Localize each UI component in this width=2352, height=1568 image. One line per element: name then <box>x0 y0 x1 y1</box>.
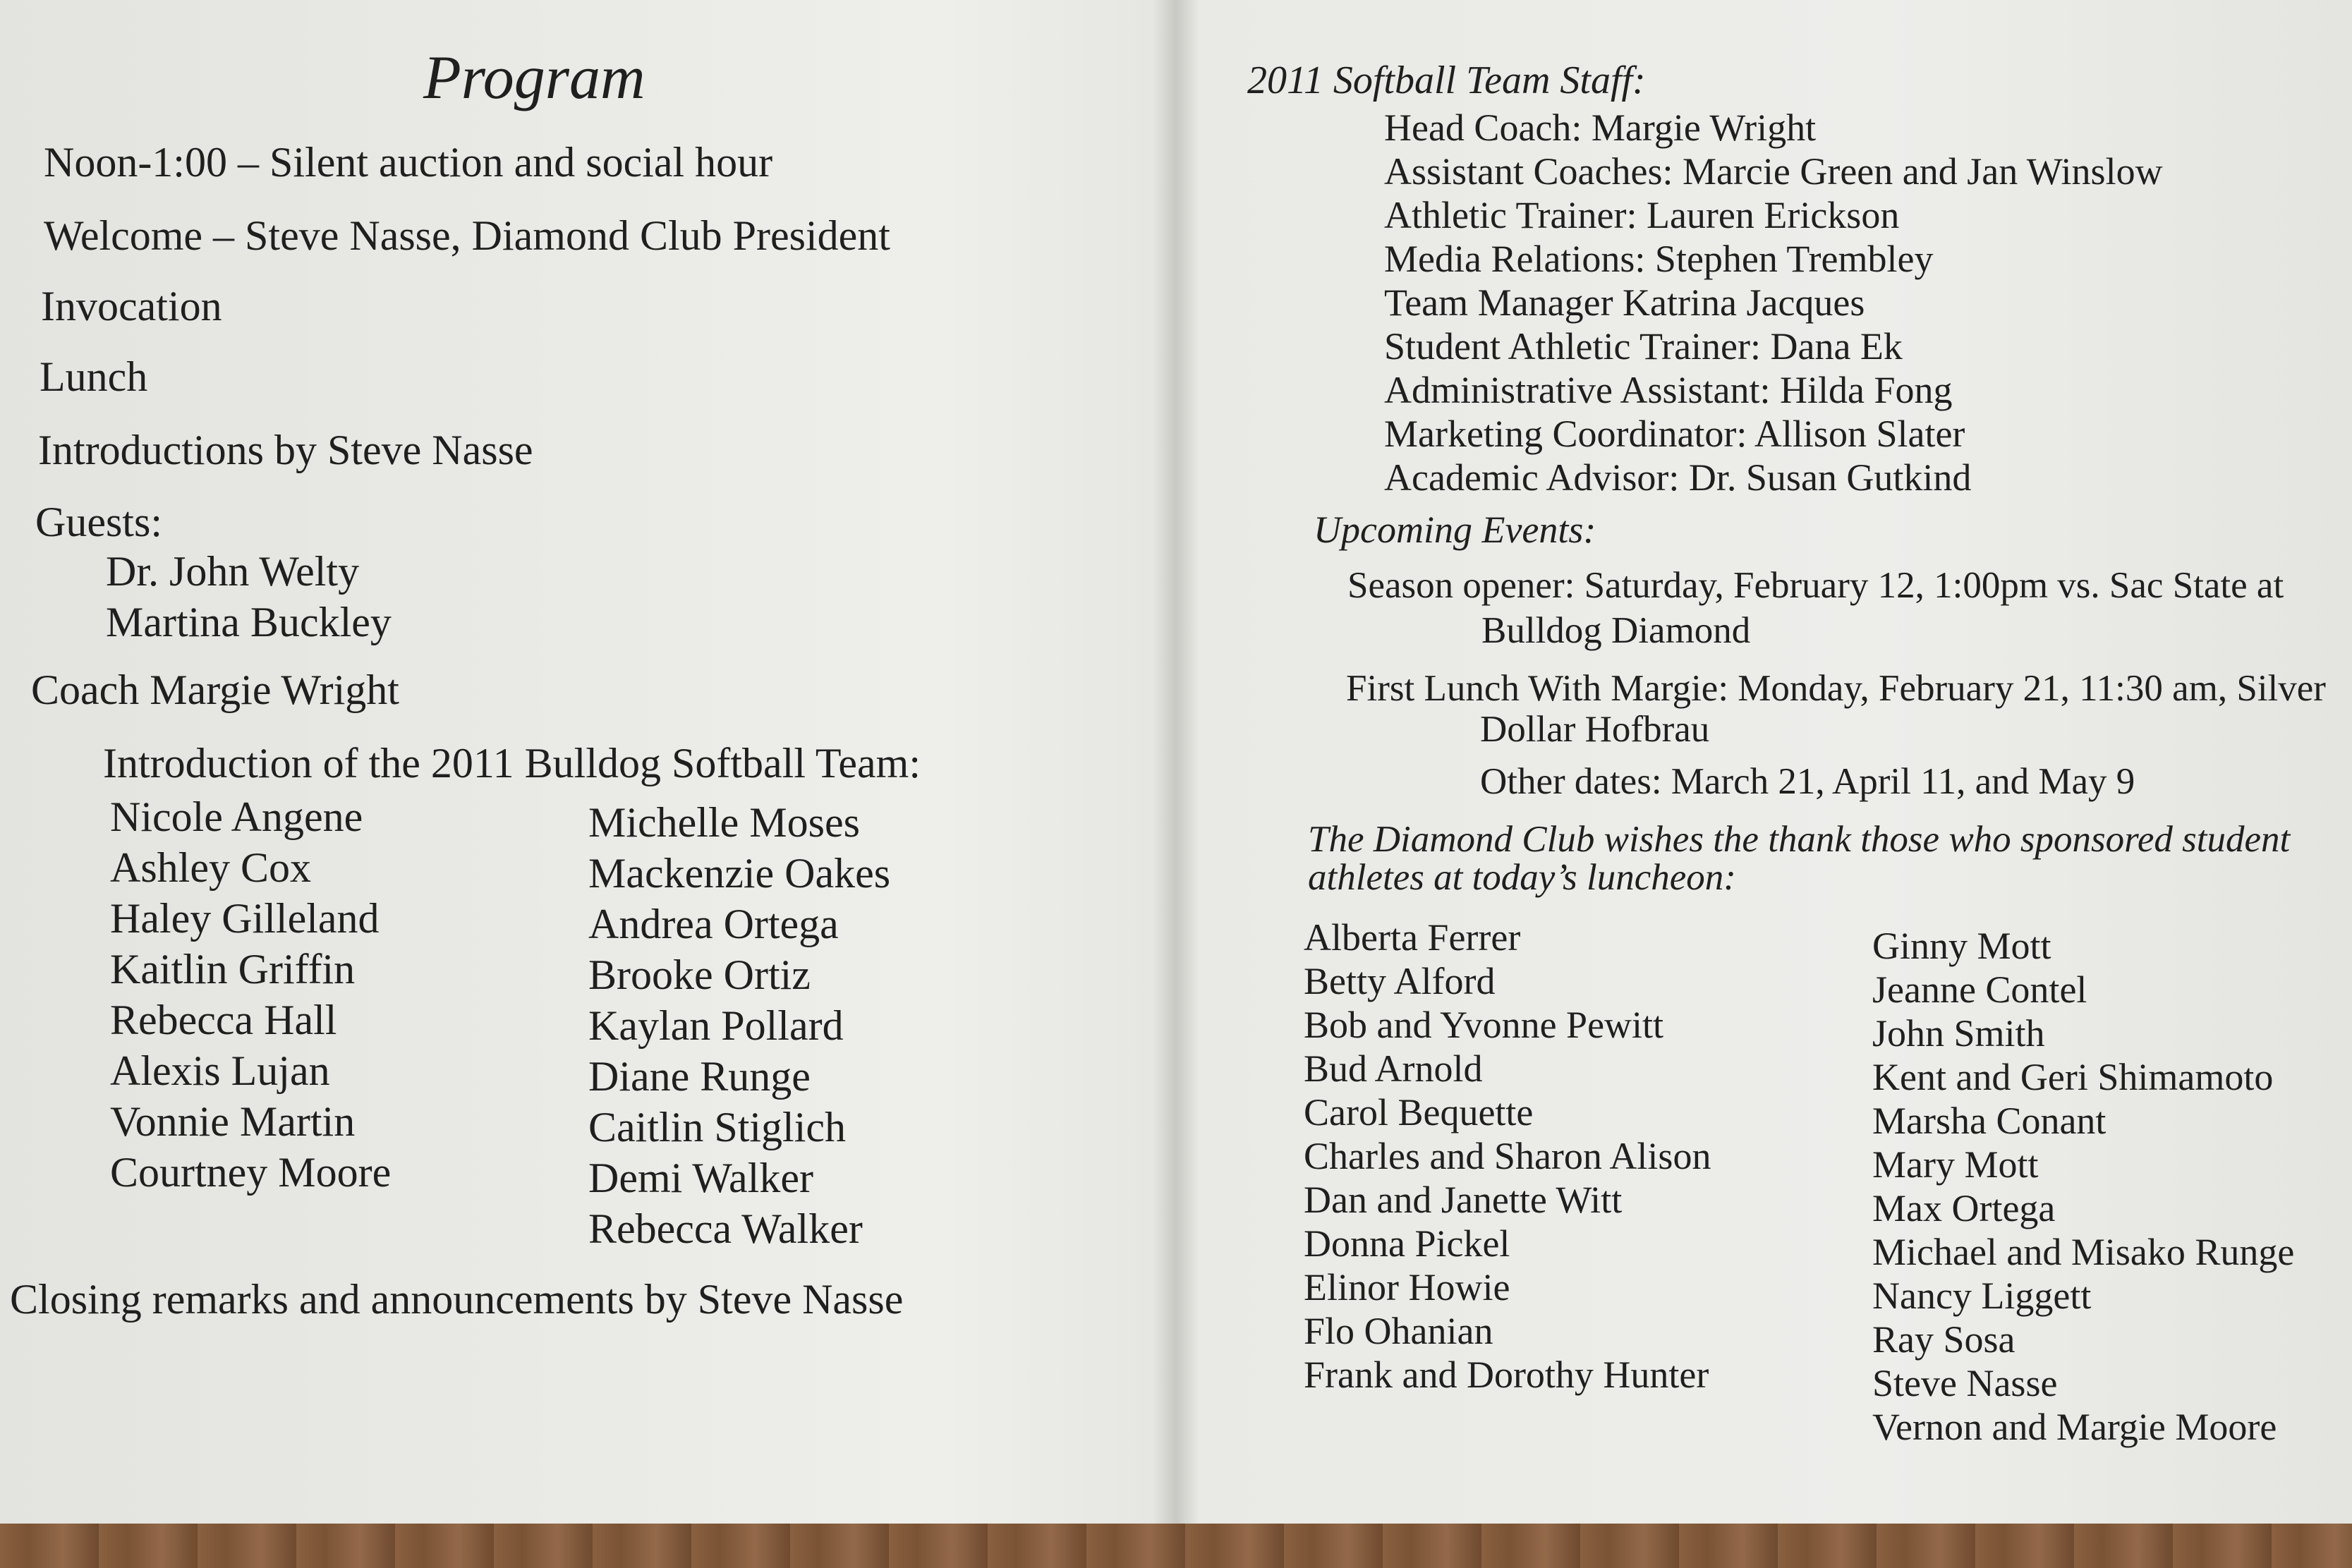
staff-member: Student Athletic Trainer: Dana Ek <box>1384 325 1903 367</box>
sponsor-name: Kent and Geri Shimamoto <box>1872 1056 2274 1098</box>
staff-member: Head Coach: Margie Wright <box>1384 107 1817 149</box>
coach-item: Coach Margie Wright <box>31 667 399 713</box>
sponsor-name: Jeanne Contel <box>1872 968 2087 1011</box>
player-name: Courtney Moore <box>110 1149 392 1196</box>
sponsor-name: Steve Nasse <box>1872 1362 2058 1404</box>
player-name: Caitlin Stiglich <box>588 1104 847 1150</box>
sponsor-name: Bud Arnold <box>1304 1047 1483 1090</box>
player-name: Rebecca Hall <box>110 997 337 1043</box>
sponsor-name: Marsha Conant <box>1872 1100 2107 1142</box>
player-name: Andrea Ortega <box>588 901 839 947</box>
team-roster-col2 <box>588 797 890 1254</box>
program-item-welcome: Welcome – Steve Nasse, Diamond Club President <box>44 212 890 259</box>
sponsor-name: Nancy Liggett <box>1872 1275 2092 1317</box>
sponsors-col1 <box>1304 916 1711 1397</box>
player-name: Kaylan Pollard <box>588 1002 844 1049</box>
guests-heading: Guests: <box>35 499 162 545</box>
staff-heading: 2011 Softball Team Staff: <box>1247 59 1646 102</box>
thanks-line-1: The Diamond Club wishes the thank those who sponsored student <box>1308 819 2291 860</box>
guest-name: Martina Buckley <box>106 599 392 645</box>
player-name: Alexis Lujan <box>110 1047 330 1094</box>
program-item-noon: Noon-1:00 – Silent auction and social hour <box>44 139 773 186</box>
event-first-lunch-location: Dollar Hofbrau <box>1480 709 1710 750</box>
program-item-introductions: Introductions by Steve Nasse <box>38 427 533 473</box>
sponsor-name: Flo Ohanian <box>1304 1310 1493 1352</box>
event-season-opener-location: Bulldog Diamond <box>1481 610 1751 651</box>
sponsor-name: Dan and Janette Witt <box>1304 1179 1623 1221</box>
event-season-opener: Season opener: Saturday, February 12, 1:00pm vs. Sac State at <box>1347 565 2284 606</box>
sponsor-name: Vernon and Margie Moore <box>1872 1406 2277 1448</box>
sponsor-name: Ginny Mott <box>1872 925 2051 967</box>
events-heading: Upcoming Events: <box>1314 509 1596 551</box>
sponsor-name: John Smith <box>1872 1012 2045 1055</box>
event-first-lunch: First Lunch With Margie: Monday, February 21, 11:30 am, Silver <box>1346 668 2326 709</box>
staff-member: Assistant Coaches: Marcie Green and Jan Winslow <box>1384 150 2163 193</box>
staff-member: Administrative Assistant: Hilda Fong <box>1384 369 1953 411</box>
player-name: Ashley Cox <box>110 844 311 891</box>
team-roster-col1 <box>110 791 391 1198</box>
staff-member: Team Manager Katrina Jacques <box>1384 281 1865 324</box>
player-name: Haley Gilleland <box>110 895 380 942</box>
sponsors-col2 <box>1872 924 2294 1449</box>
player-name: Nicole Angene <box>110 794 363 840</box>
sponsor-name: Elinor Howie <box>1304 1266 1510 1308</box>
sponsor-name: Charles and Sharon Alison <box>1304 1135 1711 1177</box>
sponsor-name: Donna Pickel <box>1304 1222 1510 1265</box>
sponsor-name: Max Ortega <box>1872 1187 2056 1229</box>
player-name: Diane Runge <box>588 1053 811 1100</box>
sponsor-name: Bob and Yvonne Pewitt <box>1304 1004 1664 1046</box>
player-name: Rebecca Walker <box>588 1205 863 1252</box>
guest-name: Dr. John Welty <box>106 548 360 595</box>
page-title: Program <box>423 44 645 112</box>
sponsor-name: Alberta Ferrer <box>1304 916 1521 959</box>
team-intro-heading: Introduction of the 2011 Bulldog Softball Team: <box>103 740 921 786</box>
event-other-dates: Other dates: March 21, April 11, and May 9 <box>1480 761 2135 802</box>
right-page <box>1199 0 2352 1524</box>
staff-member: Academic Advisor: Dr. Susan Gutkind <box>1384 456 1972 499</box>
program-item-invocation: Invocation <box>41 283 222 329</box>
sponsor-name: Michael and Misako Runge <box>1872 1231 2295 1273</box>
left-page <box>0 0 1171 1524</box>
staff-member: Athletic Trainer: Lauren Erickson <box>1384 194 1900 236</box>
closing-remarks: Closing remarks and announcements by Steve Nasse <box>10 1276 904 1323</box>
staff-member: Media Relations: Stephen Trembley <box>1384 238 1934 280</box>
player-name: Mackenzie Oakes <box>588 850 891 897</box>
player-name: Brooke Ortiz <box>588 952 811 998</box>
sponsor-name: Betty Alford <box>1304 960 1496 1002</box>
player-name: Vonnie Martin <box>110 1098 356 1145</box>
sponsor-name: Mary Mott <box>1872 1143 2039 1186</box>
sponsor-name: Frank and Dorothy Hunter <box>1304 1354 1709 1396</box>
thanks-line-2: athletes at today’s luncheon: <box>1308 857 1736 898</box>
player-name: Kaitlin Griffin <box>110 946 356 992</box>
player-name: Demi Walker <box>588 1155 813 1201</box>
staff-list <box>1384 106 2163 499</box>
sponsor-name: Carol Bequette <box>1304 1091 1534 1134</box>
wood-table-surface <box>0 1524 2352 1568</box>
guest-list <box>106 546 392 648</box>
player-name: Michelle Moses <box>588 799 860 846</box>
staff-member: Marketing Coordinator: Allison Slater <box>1384 413 1965 455</box>
program-item-lunch: Lunch <box>40 353 148 400</box>
sponsor-name: Ray Sosa <box>1872 1318 2015 1361</box>
